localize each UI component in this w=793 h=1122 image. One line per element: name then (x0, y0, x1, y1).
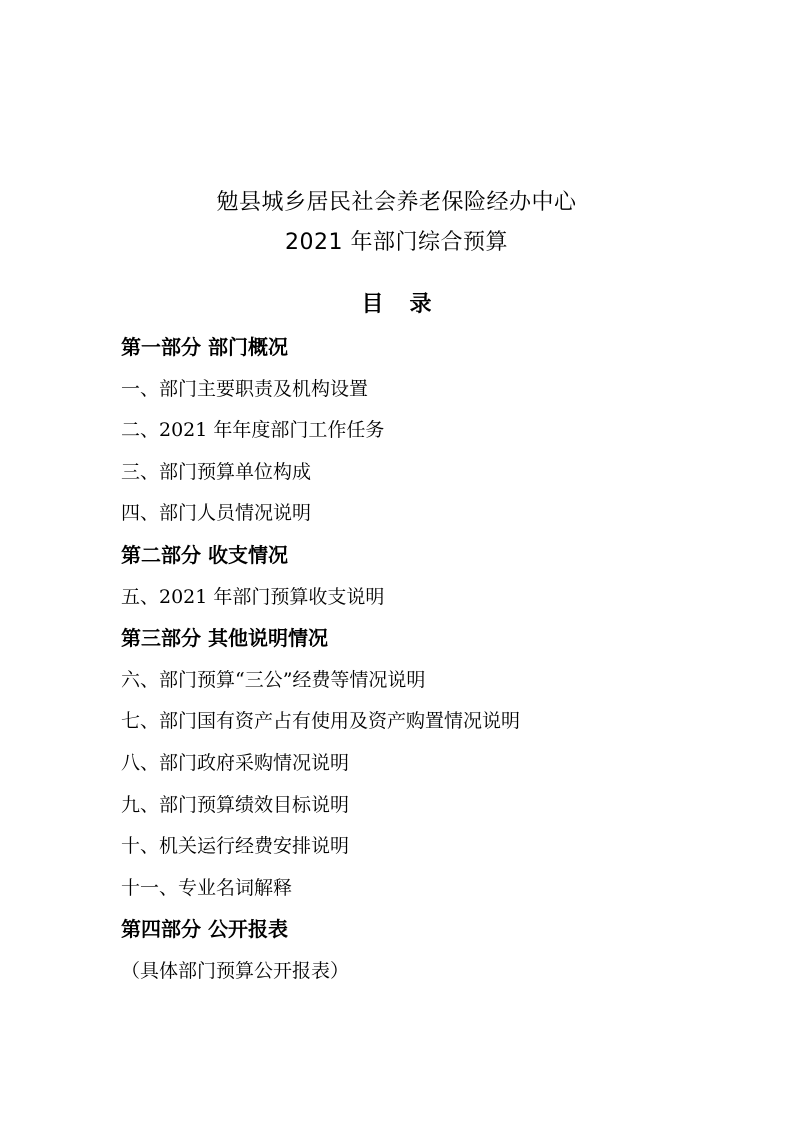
toc-item-1: 一、部门主要职责及机构设置 (121, 377, 369, 400)
toc-item-10: 十、机关运行经费安排说明 (121, 835, 350, 858)
table-of-contents (121, 334, 741, 1000)
document-title-line1: 勉县城乡居民社会养老保险经办中心 (216, 190, 577, 215)
toc-item-7: 七、部门国有资产占有使用及资产购置情况说明 (121, 710, 521, 733)
toc-heading-right: 录 (409, 292, 432, 317)
toc-heading (0, 290, 793, 320)
toc-part-2: 第二部分 收支情况 (121, 542, 288, 567)
toc-item-3: 三、部门预算单位构成 (121, 460, 312, 483)
toc-item-4: 四、部门人员情况说明 (121, 502, 312, 525)
toc-item-8: 八、部门政府采购情况说明 (121, 751, 350, 774)
document-title-line2: 2021 年部门综合预算 (285, 230, 508, 255)
toc-part-3: 第三部分 其他说明情况 (121, 626, 328, 651)
toc-heading-left: 目 (361, 292, 384, 317)
toc-part-1: 第一部分 部门概况 (121, 335, 288, 359)
toc-part-4: 第四部分 公开报表 (121, 917, 288, 942)
toc-item-9: 九、部门预算绩效目标说明 (121, 793, 350, 816)
toc-note: （具体部门预算公开报表） (121, 959, 350, 982)
toc-item-11: 十一、专业名词解释 (121, 876, 293, 899)
toc-item-6: 六、部门预算“三公”经费等情况说明 (121, 668, 426, 691)
toc-item-5: 五、2021 年部门预算收支说明 (121, 585, 385, 608)
toc-item-2: 二、2021 年年度部门工作任务 (121, 419, 385, 442)
